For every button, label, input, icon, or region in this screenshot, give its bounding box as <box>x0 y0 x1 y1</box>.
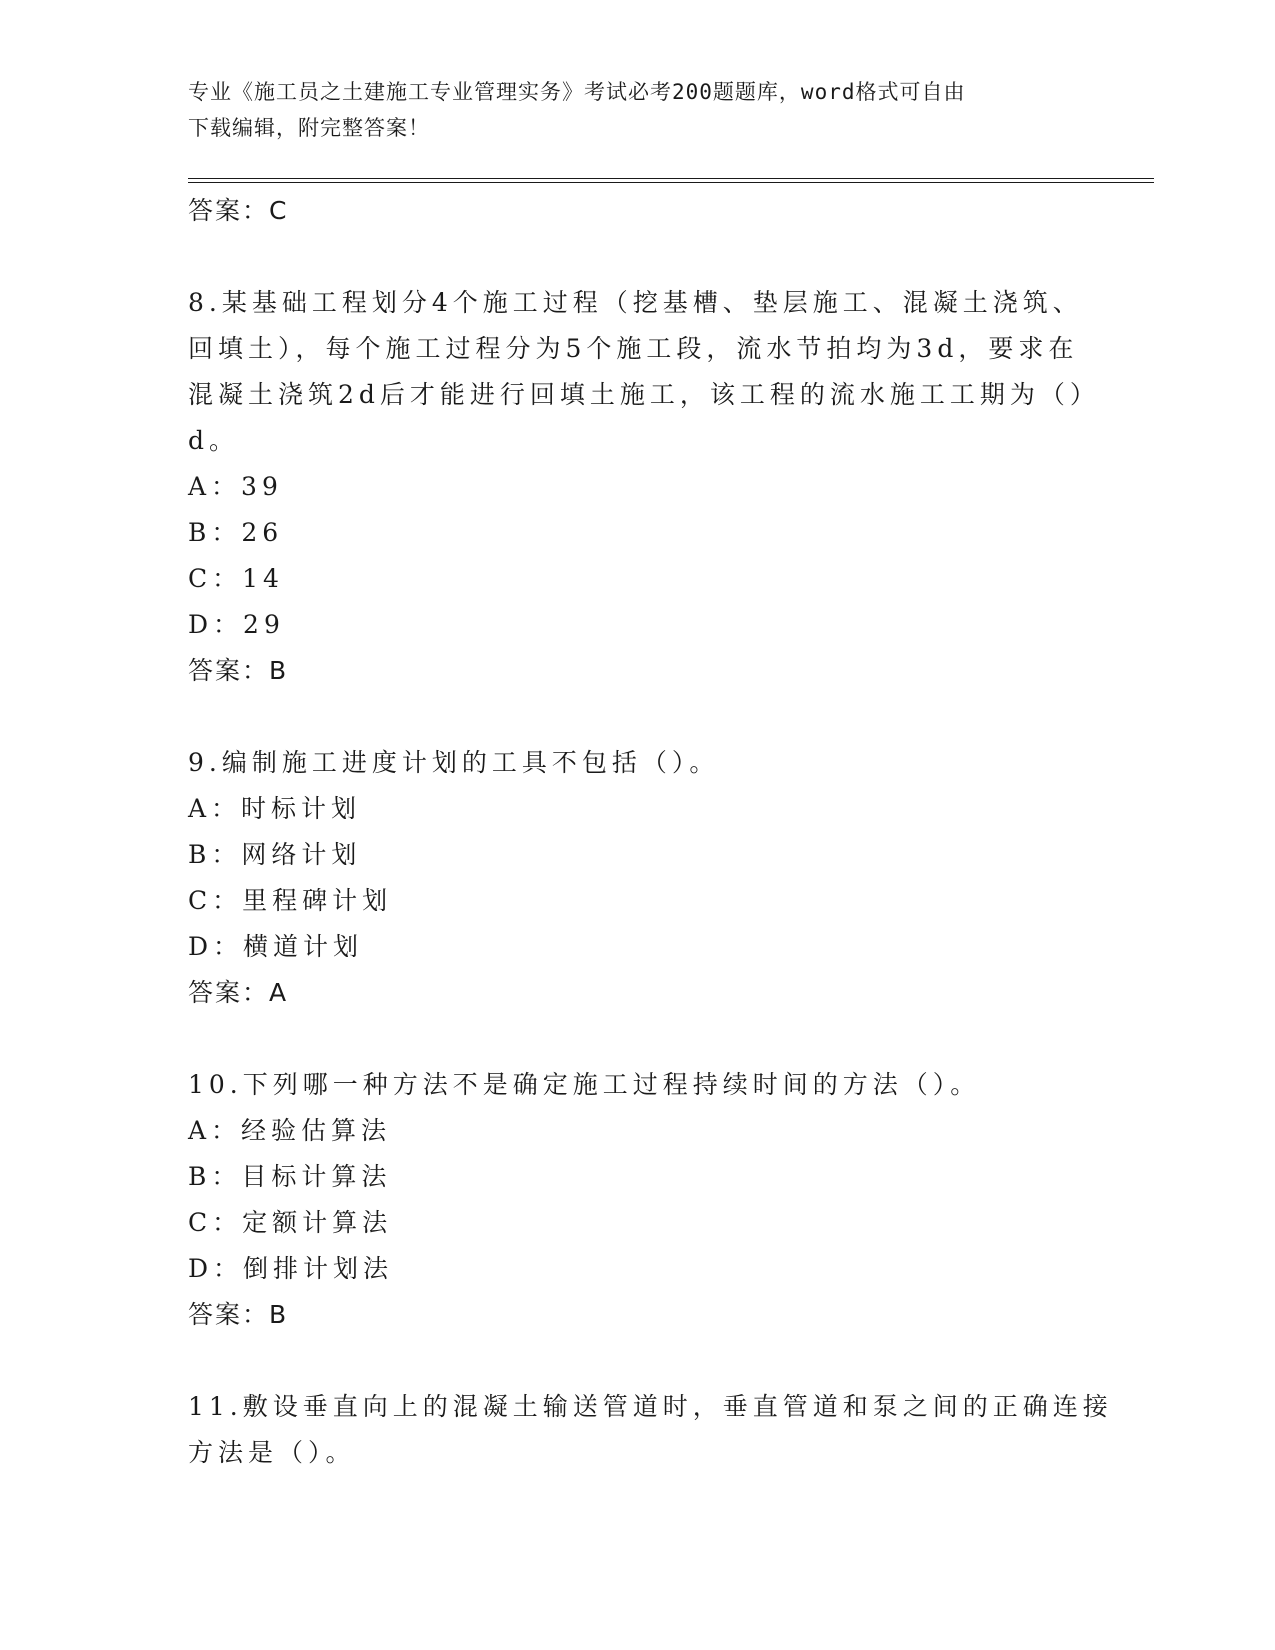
question-text-line: 方法是（）。 <box>188 1438 356 1467</box>
header-line-2: 下载编辑，附完整答案！ <box>188 116 430 140</box>
spacer <box>188 1016 1088 1062</box>
option-b: B：26 <box>188 518 284 547</box>
question-8 <box>188 280 1100 694</box>
option-d: D：倒排计划法 <box>188 1254 394 1283</box>
option-b: B：网络计划 <box>188 840 362 869</box>
answer: 答案：B <box>188 656 289 685</box>
document-body <box>188 188 1113 1476</box>
option-c: C：14 <box>188 564 284 593</box>
spacer <box>188 234 1088 280</box>
option-b: B：目标计算法 <box>188 1162 392 1191</box>
answer: 答案：A <box>188 978 289 1007</box>
option-d: D：横道计划 <box>188 932 364 961</box>
question-9 <box>188 740 1088 1016</box>
option-d: D：29 <box>188 610 285 639</box>
header-line-1: 专业《施工员之土建施工专业管理实务》考试必考200题题库，word格式可自由 <box>188 80 966 104</box>
question-text-line: 9.编制施工进度计划的工具不包括（）。 <box>188 748 720 777</box>
spacer <box>188 694 1088 740</box>
question-text-line: 混凝土浇筑2d后才能进行回填土施工，该工程的流水施工工期为（） <box>188 380 1100 409</box>
option-a: A：时标计划 <box>188 794 362 823</box>
option-c: C：定额计算法 <box>188 1208 393 1237</box>
spacer <box>188 1338 1088 1384</box>
question-text-line: d。 <box>188 426 240 455</box>
document-header <box>188 74 1088 146</box>
question-text-line: 回填土），每个施工过程分为5个施工段，流水节拍均为3d，要求在 <box>188 334 1079 363</box>
previous-answer: 答案：C <box>188 196 289 225</box>
question-text-line: 10.下列哪一种方法不是确定施工过程持续时间的方法（）。 <box>188 1070 981 1099</box>
question-10 <box>188 1062 1088 1338</box>
question-text-line: 11.敷设垂直向上的混凝土输送管道时，垂直管道和泵之间的正确连接 <box>188 1392 1113 1421</box>
option-a: A：39 <box>188 472 283 501</box>
question-text-line: 8.某基础工程划分4个施工过程（挖基槽、垫层施工、混凝土浇筑、 <box>188 288 1083 317</box>
header-divider <box>188 178 1154 183</box>
option-a: A：经验估算法 <box>188 1116 392 1145</box>
option-c: C：里程碑计划 <box>188 886 393 915</box>
question-11 <box>188 1384 1113 1476</box>
answer: 答案：B <box>188 1300 289 1329</box>
